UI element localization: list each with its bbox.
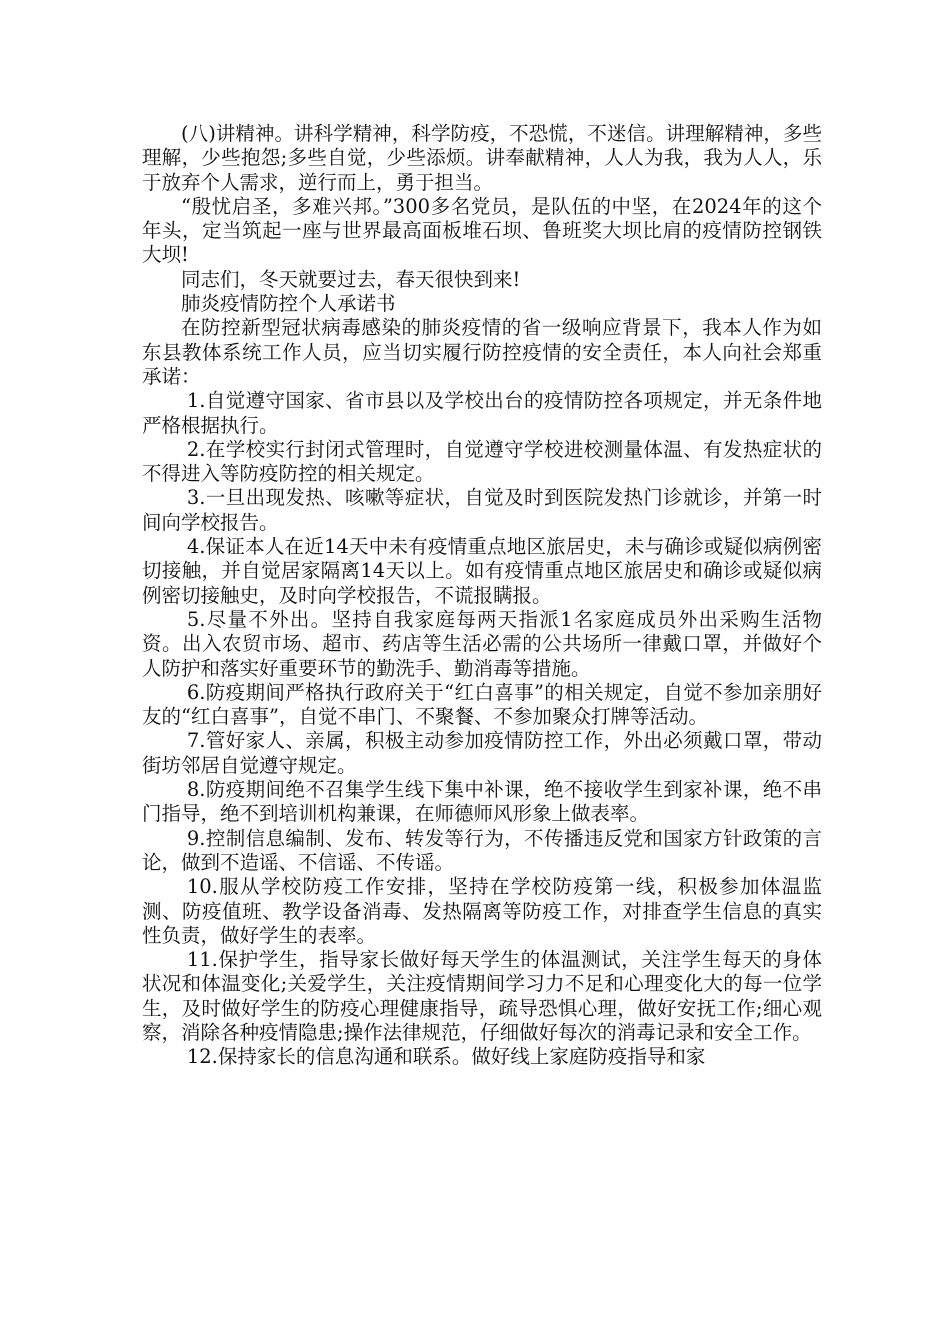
paragraph-intro: 在防控新型冠状病毒感染的肺炎疫情的省一级响应背景下，我本人作为如东县教体系统工作人员，应当切实履行防控疫情的安全责任，本人向社会郑重承诺：: [142, 316, 822, 388]
commitment-item-10: 10.服从学校防疫工作安排，坚持在学校防疫第一线，积极参加体温监测、防疫值班、教学设备消毒、发热隔离等防疫工作，对排查学生信息的真实性负责，做好学生的表率。: [142, 875, 822, 947]
commitment-item-9: 9.控制信息编制、发布、转发等行为，不传播违反党和国家方针政策的言论，做到不造谣、不信谣、不传谣。: [142, 826, 822, 874]
commitment-item-12: 12.保持家长的信息沟通和联系。做好线上家庭防疫指导和家: [186, 1045, 706, 1069]
commitment-item-7: 7.管好家人、亲属，积极主动参加疫情防控工作，外出必须戴口罩，带动街坊邻居自觉遵守规定。: [142, 729, 822, 777]
commitment-item-4: 4.保证本人在近14天中未有疫情重点地区旅居史，未与确诊或疑似病例密切接触，并自觉居家隔离14天以上。如有疫情重点地区旅居史和确诊或疑似病例密切接触史，及时向学校报告，不谎报瞒报。: [142, 535, 822, 607]
commitment-item-11: 11.保护学生，指导家长做好每天学生的体温测试，关注学生每天的身体状况和体温变化;关爱学生，关注疫情期间学习力不足和心理变化大的每一位学生，及时做好学生的防疫心理健康指导，疏导恐惧心理，做好安抚工作;细心观察，消除各种疫情隐患;操作法律规范，仔细做好每次的消毒记录和安全工作。: [142, 948, 822, 1044]
document-page: [142, 122, 822, 1070]
commitment-item-1: 1.自觉遵守国家、省市县以及学校出台的疫情防控各项规定，并无条件地严格根据执行。: [142, 389, 822, 437]
commitment-item-5: 5.尽量不外出。坚持自我家庭每两天指派1名家庭成员外出采购生活物资。出入农贸市场、超市、药店等生活必需的公共场所一律戴口罩，并做好个人防护和落实好重要环节的勤洗手、勤消毒等措施。: [142, 607, 822, 680]
commitment-item-8: 8.防疫期间绝不召集学生线下集中补课，绝不接收学生到家补课，绝不串门指导，绝不到培训机构兼课，在师德师风形象上做表率。: [142, 778, 822, 826]
commitment-item-6: 6.防疫期间严格执行政府关于“红白喜事”的相关规定，自觉不参加亲朋好友的“红白喜事”，自觉不串门、不聚餐、不参加聚众打牌等活动。: [142, 680, 822, 729]
section-title: 肺炎疫情防控个人承诺书: [181, 292, 396, 316]
commitment-item-3: 3.一旦出现发热、咳嗽等症状，自觉及时到医院发热门诊就诊，并第一时间向学校报告。: [142, 486, 822, 534]
commitment-item-2: 2.在学校实行封闭式管理时，自觉遵守学校进校测量体温、有发热症状的不得进入等防疫防控的相关规定。: [142, 437, 822, 486]
paragraph-spirit: (八)讲精神。讲科学精神，科学防疫，不恐慌，不迷信。讲理解精神，多些理解，少些抱怨;多些自觉，少些添烦。讲奉献精神，人人为我，我为人人，乐于放弃个人需求，逆行而上，勇于担当。: [142, 122, 822, 194]
paragraph-quote: “殷忧启圣，多难兴邦。”300多名党员，是队伍的中坚，在2024年的这个年头，定当筑起一座与世界最高面板堆石坝、鲁班奖大坝比肩的疫情防控钢铁大坝!: [142, 194, 822, 267]
paragraph-closing: 同志们，冬天就要过去，春天很快到来!: [181, 267, 521, 291]
